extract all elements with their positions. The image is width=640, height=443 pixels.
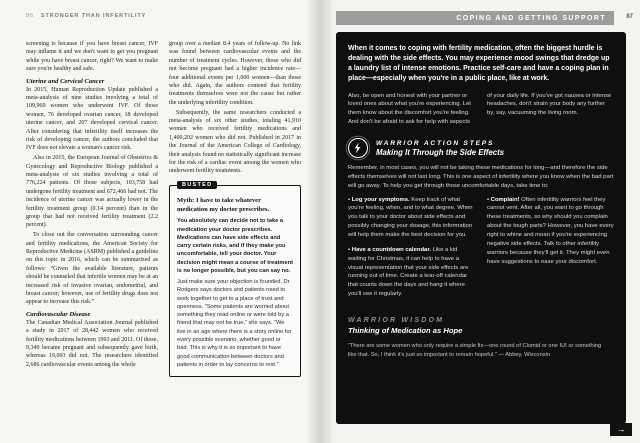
- bullet-countdown-calendar: [348, 246, 475, 299]
- left-body-columns: [26, 40, 302, 434]
- left-running-head-title: STRONGER THAN INFERTILITY: [40, 13, 147, 19]
- bullet-label: Complain!: [490, 196, 520, 203]
- warrior-action-steps-title: WARRIOR ACTION STEPS: [376, 139, 495, 147]
- warrior-wisdom-subtitle: Thinking of Medication as Hope: [348, 326, 463, 336]
- warrior-action-steps-titles: [376, 140, 504, 157]
- bullet-label: Have a countdown calendar.: [351, 246, 431, 253]
- paragraph: Subsequently, the same researchers conducted a meta-analysis of six other studies, totaling 41,910 women who received fertility medications and 1,400,202 women who did not. Published in 2017 in the Journal of the American College of Cardiology, their analysis found no statistically significant increase for the risk of a cardiac event among the women who underwent fertility treatments.: [169, 109, 301, 175]
- bullet-complain: [487, 196, 614, 267]
- bullet-label: Log your symptoms.: [351, 196, 410, 203]
- coping-panel: [336, 32, 626, 424]
- paragraph: screening is because if you have breast cancer, IVF may inflame it and we don't want to get you pregnant while you have breast cancer, right? We want to make sure you're healthy and safe.: [26, 41, 158, 73]
- next-page-arrow-icon: →: [610, 423, 632, 436]
- busted-myth-box: [169, 181, 301, 377]
- paragraph: To close out the conversation surrounding cancer and fertility medications, the American Society for Reproductive Medicine (ASRM) published a guideline on this topic in 2016, which can be summarized as follows: “Given the available literature, patients should be counseled that infertile women may be at an increased risk of invasive ovarian, endometrial, and breast cancer; however, use of fertility drugs does not appear to increase this risk.”: [26, 232, 158, 306]
- panel-two-columns: [348, 92, 614, 127]
- left-column-2: [169, 40, 301, 434]
- left-running-head: [26, 13, 146, 19]
- bullets-column-right: [487, 196, 614, 305]
- bullets-column-left: [348, 196, 475, 305]
- action-steps-bullets: [348, 196, 614, 305]
- busted-label: BUSTED: [177, 181, 217, 189]
- right-running-head-bar: [336, 11, 614, 25]
- bullet-text: Like a kid waiting for Christmas, it can help to have a visual representation that your side effects are running out of time. Create a tear-off calendar that counts down the days and hang it where you'll see it regularly.: [348, 246, 469, 298]
- myth-statement: [177, 197, 293, 215]
- warrior-action-steps-header: [348, 138, 614, 158]
- paragraph: Also in 2015, the European Journal of Obstetrics & Gynecology and Reproductive Biology published a meta-analysis of six studies involving a total of 776,224 patients. Of those subjects, 103,758 had undergone fertility treatment and 672,466 had not. The incidence of uterine cancer was actually lower in the fertility treatment group (0.14 percent) than in the group that had not received fertility treatment (2.2 percent).: [26, 155, 158, 229]
- lightning-bolt-icon: [348, 138, 368, 158]
- paragraph: You absolutely can decide not to take a medication your doctor prescribes. Medications can have side effects and carry certain risks, and if they make you uncomfortable, tell your doctor. Your decision might mean a course of treatment is no longer possible, but you can say no.: [177, 218, 293, 274]
- right-page-number: 87: [626, 14, 633, 20]
- paragraph: In 2015, Human Reproduction Update published a meta-analysis of nine studies involving a total of 109,969 women who underwent IVF. Of those women, 76 developed ovarian cancer, 18 developed uterine cancer, and 207 developed cervical cancer. After considering that infertility itself increases the risk of developing cancer, the authors concluded that IVF does not elevate a woman's cancer risk.: [26, 86, 158, 152]
- panel-column-left: Also, be open and honest with your partner or loved ones about what you're experiencing. Let them know about the discomfort you're feeling. And don't be afraid to ask for help with aspects: [348, 92, 471, 126]
- section-heading-uterine-cervical-cancer: Uterine and Cervical Cancer: [26, 77, 105, 85]
- panel-column-right: of your daily life. If you've got nausea or intense headaches, don't strain your body any further by, say, vacuuming the living room.: [487, 92, 612, 117]
- warrior-action-steps-subtitle: Making It Through the Side Effects: [376, 147, 505, 157]
- bullet-text: Often infertility warriors feel they cannot vent. After all, you want to go through these treatments, so why should you complain about the tough parts? However, you have every right to whine and moan if you're experiencing negative side effects. Talk to other infertility warriors because they'll get it. They might even have suggestions to ease your discomfort.: [487, 196, 614, 265]
- paragraph: The Canadian Medical Association Journal published a study in 2017 of 28,442 women who received fertility medications between 1993 and 2011. Of those, 9,349 became pregnant and subsequently gave birth, whereas 19,093 did not. The researchers identified 2,686 cardiovascular events among the whole: [26, 319, 158, 368]
- panel-intro: When it comes to coping with fertility medication, often the biggest hurdle is dealing with the side effects. You may experience mood swings that dredge up a laundry list of intense emotions. Practice self-care and have a coping plan in place—especially when you're in a public place, like at work.: [348, 45, 610, 83]
- warrior-wisdom-title: WARRIOR WISDOM: [348, 317, 445, 325]
- action-steps-lead: Remember, in most cases, you will not be taking these medications for long—and therefore the side effects themselves will not last long. This is one aspect of infertility where you know when the bad part will go away. To help you get through those uncomfortable days, take time to:: [348, 165, 614, 189]
- bullet-log-symptoms: [348, 196, 475, 240]
- bullet-text: Keep track of what you're feeling, when, and to what degree. When you talk to your doctor about side effects and possibly changing your dosage, this information will help them make the best decision for you.: [348, 196, 473, 239]
- myth-text: I have to take whatever medication my doctor prescribes.: [177, 196, 270, 213]
- left-column-1: [26, 40, 158, 434]
- paragraph: group over a median 8.4 years of follow-up. No link was found between cardiovascular events and the number of treatment cycles. However, those who did not become pregnant had a higher incidence rate—four additional events per 1,000 women—than those who did. Again, the authors contend that fertility treatments themselves were not the cause but rather the underlying infertility condition.: [169, 41, 301, 106]
- left-page-number: 86: [26, 13, 34, 19]
- right-running-head-title: COPING AND GETTING SUPPORT: [456, 14, 606, 22]
- warrior-wisdom-section: [348, 317, 614, 360]
- paragraph: Just make sure your objection is founded. Dr. Rodgers says doctors and patients need to work together to get to a place of trust and openness. “Some patients are worried about something they read online or were told by a friend that may not be true,” she says. “We live in an age where there is a story online for every possible scenario, whether good or bad. This is why it is so important to have good communication between doctors and patients in order to lay concerns to rest.”: [177, 279, 292, 368]
- page-right: [320, 0, 640, 443]
- warrior-wisdom-quote: “There are some women who only require a simple fix—one round of Clomid or one IUI or something like that. So, I think it's just so important to remain hopeful.” — Abbey, Wisconsin: [348, 343, 602, 358]
- section-heading-cardiovascular-disease: Cardiovascular Disease: [26, 310, 91, 318]
- myth-label: Myth:: [177, 196, 195, 204]
